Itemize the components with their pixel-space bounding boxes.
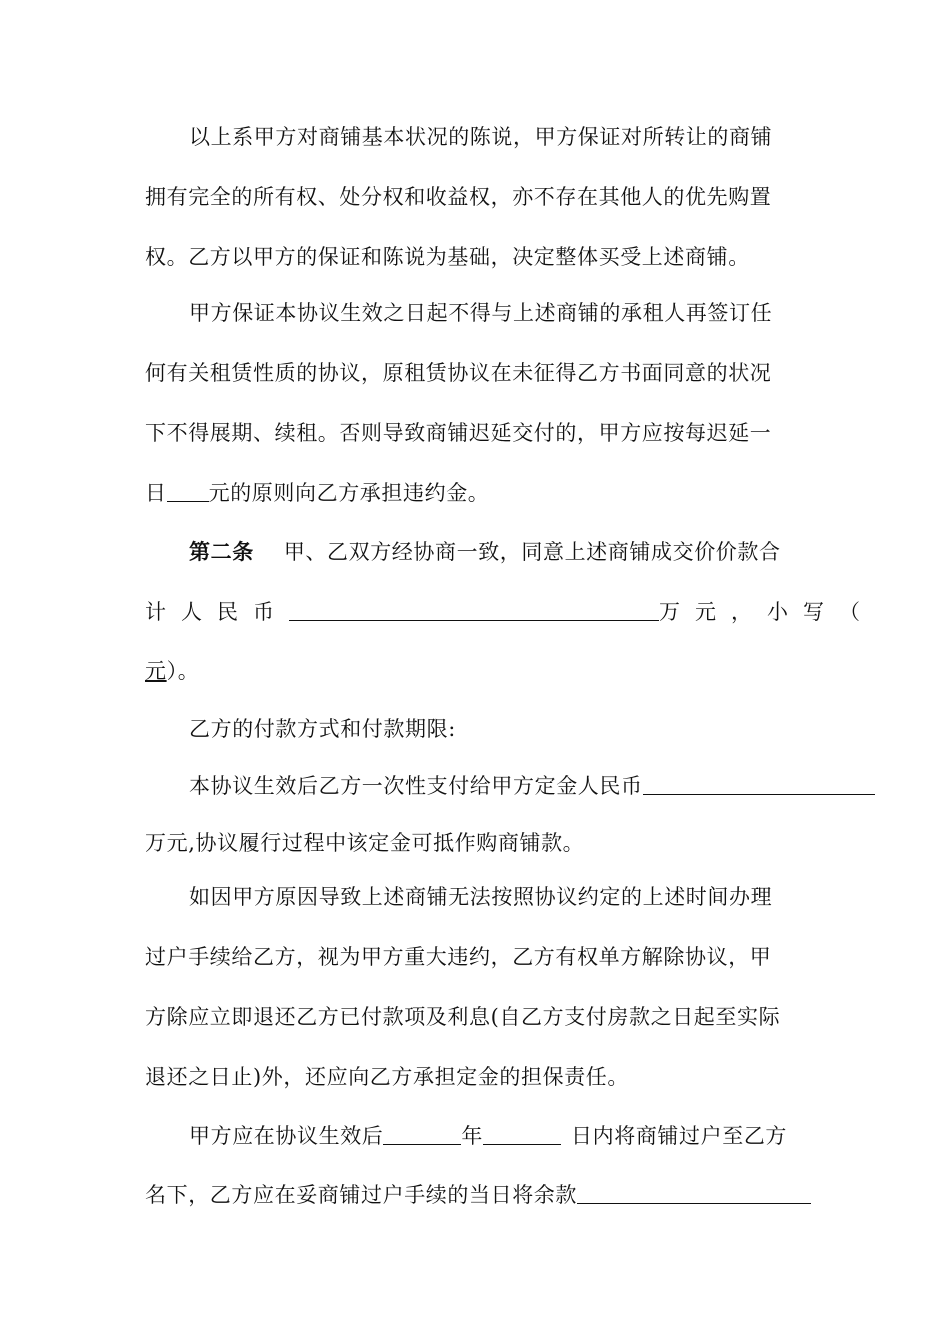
line-7-suffix: 元的原则向乙方承担违约金。 (208, 481, 490, 505)
paragraph-line-19 (145, 1180, 811, 1210)
paragraph-line-9 (145, 597, 875, 627)
payment-method-heading: 乙方的付款方式和付款期限: (189, 717, 456, 741)
yuan-underlined: 元 (145, 659, 167, 683)
paragraph-line-2: 拥有完全的所有权、处分权和收益权，亦不存在其他人的优先购置 (145, 185, 772, 209)
paragraph-line-5: 何有关租赁性质的协议，原租赁协议在未征得乙方书面同意的状况 (145, 361, 772, 385)
paragraph-line-10 (145, 656, 199, 686)
paragraph-line-4: 甲方保证本协议生效之日起不得与上述商铺的承租人再签订任 (189, 301, 773, 325)
paragraph-line-13: 万元,协议履行过程中该定金可抵作购商铺款。 (145, 831, 585, 855)
day-blank (483, 1124, 561, 1145)
paragraph-line-12 (189, 771, 875, 801)
line-18-text-c: 日内将商铺过户至乙方 (571, 1124, 788, 1148)
line-18-text-b: 年 (461, 1124, 484, 1148)
line-7-prefix: 日 (145, 481, 167, 505)
article-heading: 第二条 (189, 539, 254, 564)
paragraph-line-17: 退还之日止)外，还应向乙方承担定金的担保责任。 (145, 1065, 629, 1089)
paragraph-line-3: 权。乙方以甲方的保证和陈说为基础，决定整体买受上述商铺。 (145, 245, 750, 269)
line-9-suffix: 万元，小写（ (659, 600, 875, 624)
paragraph-line-15: 过户手续给乙方，视为甲方重大违约，乙方有权单方解除协议，甲 (145, 945, 772, 969)
paragraph-line-6: 下不得展期、续租。否则导致商铺迟延交付的，甲方应按每迟延一 (145, 421, 772, 445)
paragraph-line-18 (189, 1121, 787, 1151)
penalty-amount-blank (167, 481, 209, 502)
deposit-amount-blank (643, 774, 875, 795)
deposit-text: 本协议生效后乙方一次性支付给甲方定金人民币 (189, 774, 643, 798)
paragraph-line-7 (145, 478, 489, 508)
line-9-prefix: 计人民币 (145, 600, 289, 624)
article-two-line (189, 537, 781, 567)
price-words-blank (289, 600, 659, 621)
line-10-suffix: ）。 (166, 659, 200, 683)
article-two-text: 甲、乙双方经协商一致，同意上述商铺成交价价款合 (283, 540, 781, 564)
balance-amount-blank (577, 1183, 811, 1204)
paragraph-line-14: 如因甲方原因导致上述商铺无法按照协议约定的上述时间办理 (189, 885, 773, 909)
paragraph-line-1: 以上系甲方对商铺基本状况的陈说，甲方保证对所转让的商铺 (189, 125, 773, 149)
paragraph-line-16: 方除应立即退还乙方已付款项及利息(自乙方支付房款之日起至实际 (145, 1005, 781, 1029)
line-19-text: 名下，乙方应在妥商铺过户手续的当日将余款 (145, 1183, 577, 1207)
year-blank (383, 1124, 461, 1145)
line-18-text-a: 甲方应在协议生效后 (189, 1124, 384, 1148)
